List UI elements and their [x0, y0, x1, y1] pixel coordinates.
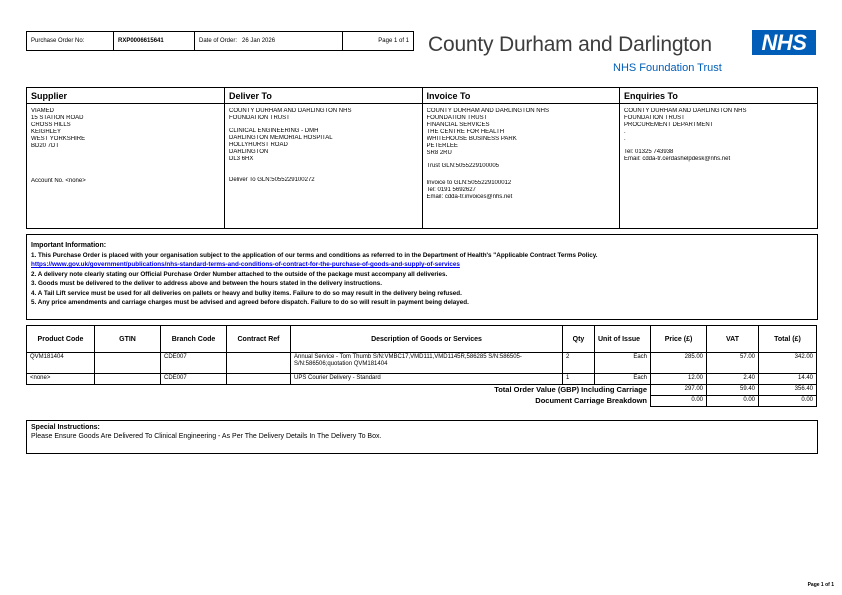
- deliver-heading: Deliver To: [225, 88, 423, 104]
- trust-name: County Durham and Darlington: [428, 33, 712, 56]
- address-line: CROSS HILLS: [31, 122, 71, 128]
- order-header-box: [26, 31, 414, 51]
- col-gtin: GTIN: [95, 326, 161, 353]
- address-block: [26, 87, 818, 229]
- enquiries-email: Email: cdda-tr.cerdashelpdesk@nhs.net: [624, 156, 731, 162]
- po-number-value: RXP0006615641: [114, 32, 195, 50]
- total-price: 297.00: [651, 385, 707, 396]
- info-item-5: 5. Any price amendments and carriage charges must be advised and agreed before dispatch. Failure to do so will result in payment being delayed.: [31, 299, 469, 306]
- cell-total: 342.00: [759, 353, 817, 374]
- supplier-heading: Supplier: [27, 88, 225, 104]
- cell-vat: 57.00: [707, 353, 759, 374]
- nhs-logo: NHS: [752, 30, 816, 55]
- col-total: Total (£): [759, 326, 817, 353]
- items-header-row: [27, 326, 817, 353]
- cell-price: 285.00: [651, 353, 707, 374]
- info-item-1: 1. This Purchase Order is placed with your organisation subject to the application of our terms and conditions as referred to in the Department of Health's "Applicable Contract Terms Policy.: [31, 251, 598, 259]
- col-description: Description of Goods or Services: [291, 326, 563, 353]
- cell-total: 14.40: [759, 374, 817, 385]
- info-item-4: 4. A Tail Lift service must be used for all deliveries on pallets or heavy and bulky items. Failure to do so may result in the delivery being refused.: [31, 289, 462, 297]
- cell-gtin: [95, 374, 161, 385]
- page-indicator: Page 1 of 1: [378, 38, 409, 44]
- total-vat: 59.40: [707, 385, 759, 396]
- address-line: WHITEHOUSE BUSINESS PARK: [426, 136, 517, 142]
- cell-vat: 2.40: [707, 374, 759, 385]
- special-text: Please Ensure Goods Are Delivered To Clinical Engineering - As Per The Delivery Details In The Delivery To Box.: [31, 433, 382, 440]
- cell-price: 12.00: [651, 374, 707, 385]
- cell-description: UPS Courier Delivery - Standard: [291, 374, 563, 385]
- po-number-label: Purchase Order No:: [27, 32, 114, 50]
- deliver-gln: Deliver To GLN:5055229100272: [229, 177, 315, 183]
- address-line: COUNTY DURHAM AND DARLINGTON NHS: [624, 108, 747, 114]
- address-line: KEIGHLEY: [31, 129, 62, 135]
- carriage-vat: 0.00: [707, 396, 759, 407]
- address-line: PROCUREMENT DEPARTMENT: [624, 122, 714, 128]
- info-item-3: 3. Goods must be delivered to the deliver to address above and between the hours stated in the delivery instructions.: [31, 280, 382, 287]
- total-order-label: Total Order Value (GBP) Including Carriage: [27, 385, 651, 396]
- footer-page-number: Page 1 of 1: [807, 582, 834, 588]
- address-line: .: [624, 129, 626, 135]
- invoice-heading: Invoice To: [422, 88, 620, 104]
- enquiries-address: [620, 104, 818, 229]
- supplier-account: Account No. <none>: [31, 178, 86, 184]
- cell-qty: 1: [563, 374, 595, 385]
- address-line: FINANCIAL SERVICES: [426, 122, 490, 128]
- col-unit: Unit of Issue: [595, 326, 651, 353]
- important-information: [26, 234, 818, 320]
- address-line: DARLINGTON: [229, 149, 269, 155]
- address-line: CLINICAL ENGINEERING - DMH: [229, 128, 319, 134]
- order-date: Date of Order: 26 Jan 2026: [195, 32, 343, 50]
- terms-link[interactable]: https://www.gov.uk/government/publications/nhs-standard-terms-and-conditions-of-contract-for-the-purchase-of-goods-and-supply-of-services: [31, 261, 460, 268]
- table-row: [27, 353, 817, 374]
- total-row: [27, 385, 817, 396]
- address-line: DARLINGTON MEMORIAL HOSPITAL: [229, 135, 333, 141]
- cell-description: Annual Service - Tom Thumb S/N:VMBC17,VMD111,VMD1145R,586285 S/N:586505-S/N:586506;quotation QVM181404: [291, 353, 563, 374]
- address-line: WEST YORKSHIRE: [31, 136, 86, 142]
- trust-gln: Trust GLN:5055229100005: [426, 163, 499, 169]
- invoice-gln: Invoice to GLN:5055229100012: [426, 180, 512, 186]
- table-row: [27, 374, 817, 385]
- cell-product-code: QVM181404: [27, 353, 95, 374]
- cell-qty: 2: [563, 353, 595, 374]
- carriage-row: [27, 396, 817, 407]
- carriage-price: 0.00: [651, 396, 707, 407]
- address-line: THE CENTRE FOR HEALTH: [426, 129, 505, 135]
- address-line: FOUNDATION TRUST: [426, 115, 488, 121]
- supplier-address: [27, 104, 225, 229]
- special-instructions: [26, 420, 818, 454]
- col-qty: Qty: [563, 326, 595, 353]
- cell-contract-ref: [227, 374, 291, 385]
- address-line: .: [624, 136, 626, 142]
- col-contract-ref: Contract Ref: [227, 326, 291, 353]
- cell-product-code: <none>: [27, 374, 95, 385]
- enquiries-heading: Enquiries To: [620, 88, 818, 104]
- address-line: FOUNDATION TRUST: [624, 115, 685, 121]
- address-line: VIAMED: [31, 108, 55, 114]
- col-branch-code: Branch Code: [161, 326, 227, 353]
- trust-subtitle: NHS Foundation Trust: [613, 62, 722, 74]
- total-total: 356.40: [759, 385, 817, 396]
- invoice-address: [422, 104, 620, 229]
- col-price: Price (£): [651, 326, 707, 353]
- address-line: COUNTY DURHAM AND DARLINGTON NHS: [229, 108, 352, 114]
- address-line: 15 STATION ROAD: [31, 115, 84, 121]
- order-items: [26, 325, 816, 407]
- address-line: COUNTY DURHAM AND DARLINGTON NHS: [426, 108, 549, 114]
- carriage-label: Document Carriage Breakdown: [27, 396, 651, 407]
- deliver-address: [225, 104, 423, 229]
- cell-contract-ref: [227, 353, 291, 374]
- cell-branch-code: CDE007: [161, 353, 227, 374]
- cell-gtin: [95, 353, 161, 374]
- address-line: HOLLYHURST ROAD: [229, 142, 288, 148]
- carriage-total: 0.00: [759, 396, 817, 407]
- address-line: FOUNDATION TRUST: [229, 115, 290, 121]
- important-title: Important Information:: [31, 242, 107, 249]
- address-line: BD20 7DT: [31, 143, 60, 149]
- info-item-2: 2. A delivery note clearly stating our Official Purchase Order Number attached to the outside of the package must accompany all deliveries.: [31, 270, 448, 278]
- address-line: PETERLEE: [426, 143, 458, 149]
- address-line: SR8 2RU: [426, 150, 452, 156]
- address-line: DL3 6HX: [229, 156, 254, 162]
- enquiries-tel: Tel: 01325 743938: [624, 149, 674, 155]
- invoice-tel: Tel: 0191 5692627: [426, 187, 476, 193]
- cell-branch-code: CDE007: [161, 374, 227, 385]
- invoice-email: Email: cdda-tr.invoices@nhs.net: [426, 194, 513, 200]
- special-title: Special Instructions:: [31, 424, 100, 431]
- col-vat: VAT: [707, 326, 759, 353]
- cell-unit: Each: [595, 374, 651, 385]
- cell-unit: Each: [595, 353, 651, 374]
- col-product-code: Product Code: [27, 326, 95, 353]
